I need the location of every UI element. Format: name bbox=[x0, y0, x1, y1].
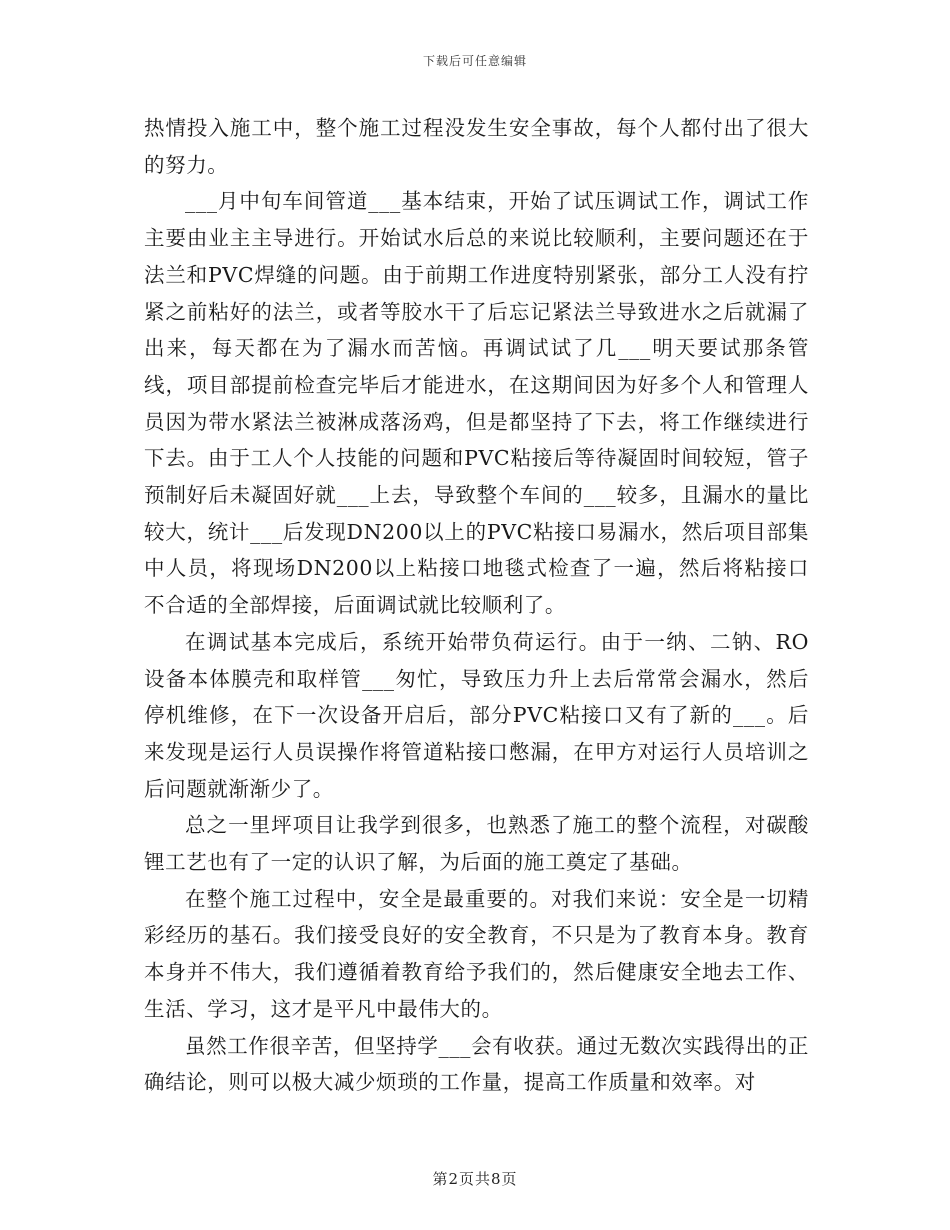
paragraph-6: 虽然工作很辛苦，但坚持学___会有收获。通过无数次实践得出的正确结论，则可以极大减少烦琐的工作量，提高工作质量和效率。对 bbox=[144, 1033, 809, 1095]
paragraph-2: ___月中旬车间管道___基本结束，开始了试压调试工作，调试工作主要由业主主导进行。开始试水后总的来说比较顺利，主要问题还在于法兰和PVC焊缝的问题。由于前期工作进度特别紧张，部分工人没有拧紧之前粘好的法兰，或者等胶水干了后忘记紧法兰导致进水之后就漏了出来，每天都在为了漏水而苦恼。再调试试了几___明天要试那条管线，项目部提前检查完毕后才能进水，在这期间因为好多个人和管理人员因为带水紧法兰被淋成落汤鸡，但是都坚持了下去，将工作继续进行下去。由于工人个人技能的问题和PVC粘接后等待凝固时间较短，管子预制好后未凝固好就___上去，导致整个车间的___较多，且漏水的量比较大，统计___后发现DN200以上的PVC粘接口易漏水，然后项目部集中人员，将现场DN200以上粘接口地毯式检查了一遍，然后将粘接口不合适的全部焊接，后面调试就比较顺利了。 bbox=[144, 189, 809, 618]
document-body bbox=[144, 110, 809, 1101]
paragraph-5: 在整个施工过程中，安全是最重要的。对我们来说：安全是一切精彩经历的基石。我们接受良好的安全教育，不只是为了教育本身。教育本身并不伟大，我们遵循着教育给予我们的，然后健康安全地去工作、生活、学习，这才是平凡中最伟大的。 bbox=[144, 886, 809, 1021]
paragraph-3: 在调试基本完成后，系统开始带负荷运行。由于一纳、二钠、RO设备本体膜壳和取样管___匆忙，导致压力升上去后常常会漏水，然后停机维修，在下一次设备开启后，部分PVC粘接口又有了新的___。后来发现是运行人员误操作将管道粘接口憋漏，在甲方对运行人员培训之后问题就渐渐少了。 bbox=[144, 629, 809, 801]
paragraph-4: 总之一里坪项目让我学到很多，也熟悉了施工的整个流程，对碳酸锂工艺也有了一定的认识了解，为后面的施工奠定了基础。 bbox=[144, 813, 809, 875]
page-header: 下载后可任意编辑 bbox=[422, 54, 527, 68]
paragraph-1: 热情投入施工中，整个施工过程没发生安全事故，每个人都付出了很大的努力。 bbox=[144, 116, 809, 177]
page-footer: 第2页共8页 bbox=[432, 1170, 518, 1188]
